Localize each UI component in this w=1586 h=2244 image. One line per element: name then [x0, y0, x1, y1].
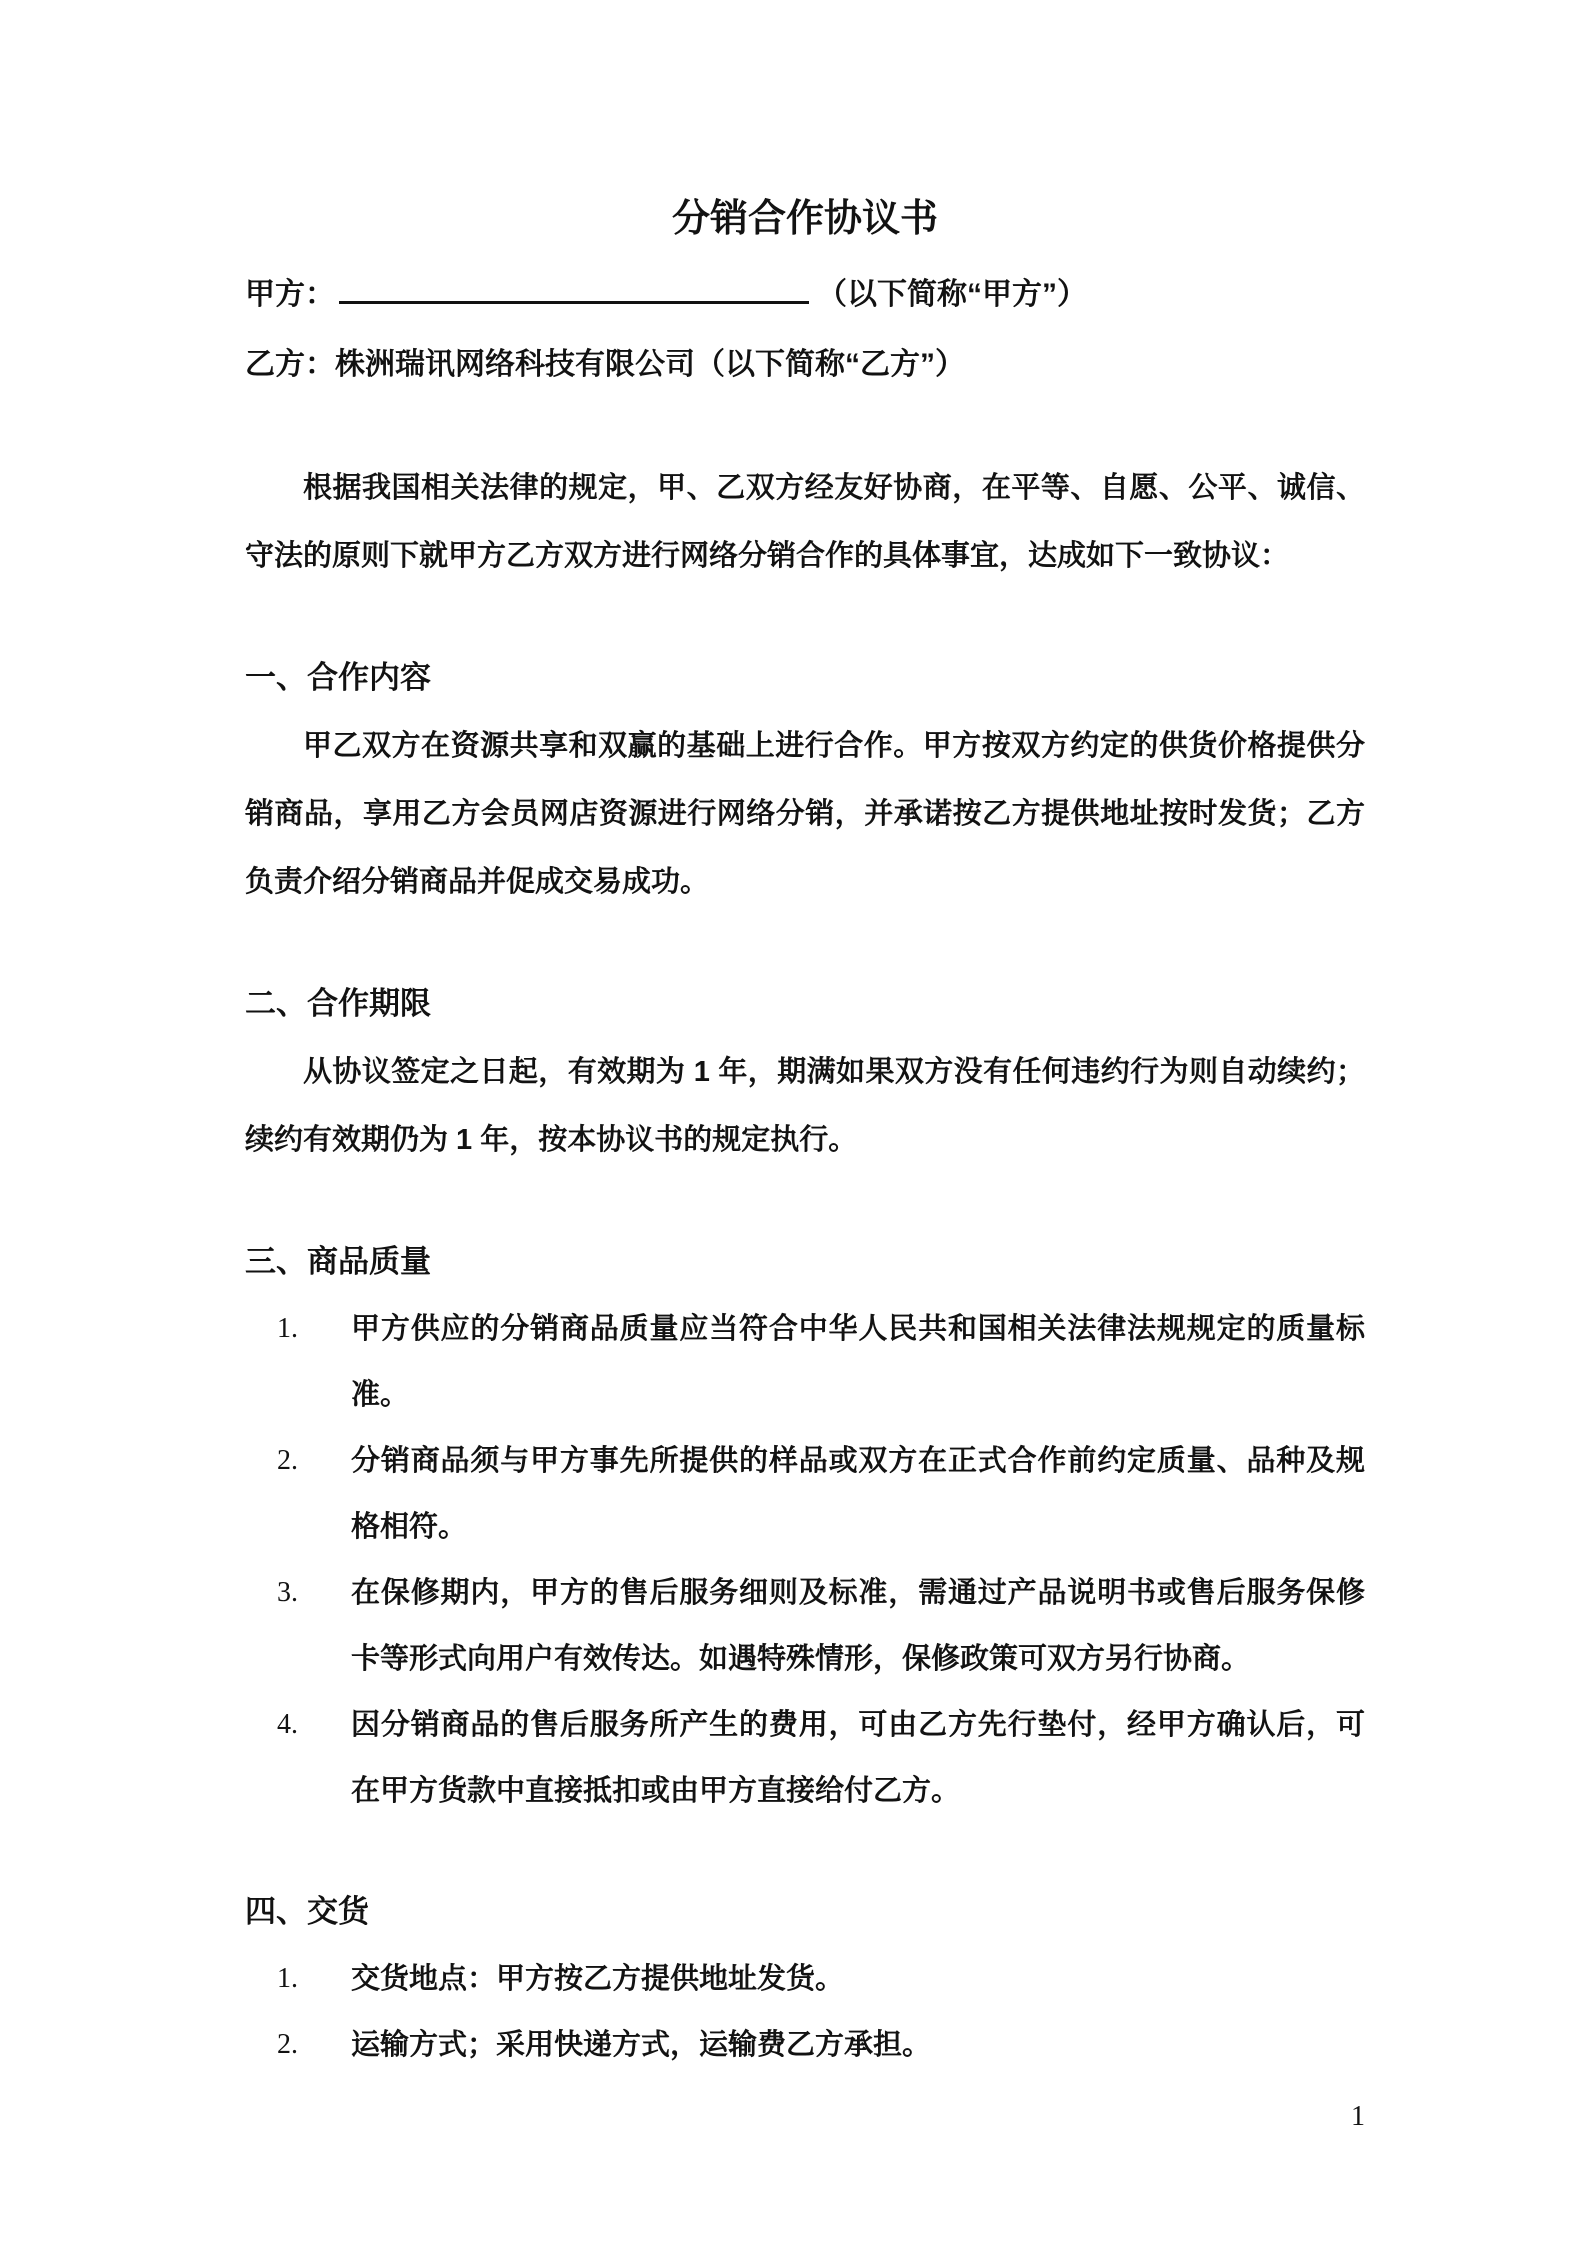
- list-item-number: 1.: [277, 1963, 298, 1994]
- section-paragraph: 从协议签定之日起，有效期为 1 年，期满如果双方没有任何违约行为则自动续约；续约有效期仍为 1 年，按本协议书的规定执行。: [245, 1056, 1365, 1156]
- list-item: [277, 2012, 1365, 2078]
- section-delivery: [245, 1878, 1365, 2078]
- list-item-text: 交货地点：甲方按乙方提供地址发货。: [351, 1963, 845, 1995]
- list-item-number: 4.: [277, 1709, 298, 1740]
- party-a-blank-line: [339, 271, 809, 304]
- list-item-number: 2.: [277, 1445, 298, 1476]
- list-item-text: 甲方供应的分销商品质量应当符合中华人民共和国相关法律法规规定的质量标准。: [351, 1313, 1365, 1411]
- section-paragraph: 甲乙双方在资源共享和双赢的基础上进行合作。甲方按双方约定的供货价格提供分销商品，享用乙方会员网店资源进行网络分销，并承诺按乙方提供地址按时发货；乙方负责介绍分销商品并促成交易成功。: [245, 730, 1365, 898]
- party-a-suffix: （以下简称“甲方”）: [817, 278, 1087, 311]
- section-heading: 三、商品质量: [245, 1244, 431, 1279]
- list-item-text: 分销商品须与甲方事先所提供的样品或双方在正式合作前约定质量、品种及规格相符。: [351, 1445, 1365, 1543]
- page-title: 分销合作协议书: [671, 198, 938, 240]
- party-b-label: 乙方：: [245, 348, 335, 381]
- list-item: [277, 1946, 1365, 2012]
- list-item-text: 运输方式；采用快递方式，运输费乙方承担。: [351, 2029, 932, 2061]
- delivery-list: [245, 1946, 1365, 2078]
- list-item: [277, 1296, 1365, 1428]
- party-b-row: [245, 330, 1365, 400]
- preamble-paragraph: 根据我国相关法律的规定，甲、乙双方经友好协商，在平等、自愿、公平、诚信、守法的原则下就甲方乙方双方进行网络分销合作的具体事宜，达成如下一致协议：: [245, 472, 1365, 572]
- list-item-number: 3.: [277, 1577, 298, 1608]
- page-footer: [1351, 2102, 1365, 2132]
- section-cooperation-term: [245, 970, 1365, 1174]
- list-item-number: 1.: [277, 1313, 298, 1344]
- list-item: [277, 1692, 1365, 1824]
- list-item-text: 在保修期内，甲方的售后服务细则及标准，需通过产品说明书或售后服务保修卡等形式向用户有效传达。如遇特殊情形，保修政策可双方另行协商。: [351, 1577, 1365, 1675]
- product-quality-list: [245, 1296, 1365, 1824]
- party-b-value: 株洲瑞讯网络科技有限公司（以下简称“乙方”）: [335, 348, 965, 381]
- page-number: 1: [1351, 2101, 1365, 2132]
- list-item: [277, 1560, 1365, 1692]
- section-heading: 四、交货: [245, 1894, 369, 1929]
- section-heading: 一、合作内容: [245, 660, 431, 695]
- section-heading: 二、合作期限: [245, 986, 431, 1021]
- section-cooperation-content: [245, 644, 1365, 916]
- list-item-number: 2.: [277, 2029, 298, 2060]
- section-product-quality: [245, 1228, 1365, 1824]
- party-a-row: [245, 260, 1365, 330]
- party-a-label: 甲方：: [245, 278, 335, 311]
- list-item-text: 因分销商品的售后服务所产生的费用，可由乙方先行垫付，经甲方确认后，可在甲方货款中直接抵扣或由甲方直接给付乙方。: [351, 1709, 1365, 1807]
- list-item: [277, 1428, 1365, 1560]
- parties-block: [245, 260, 1365, 400]
